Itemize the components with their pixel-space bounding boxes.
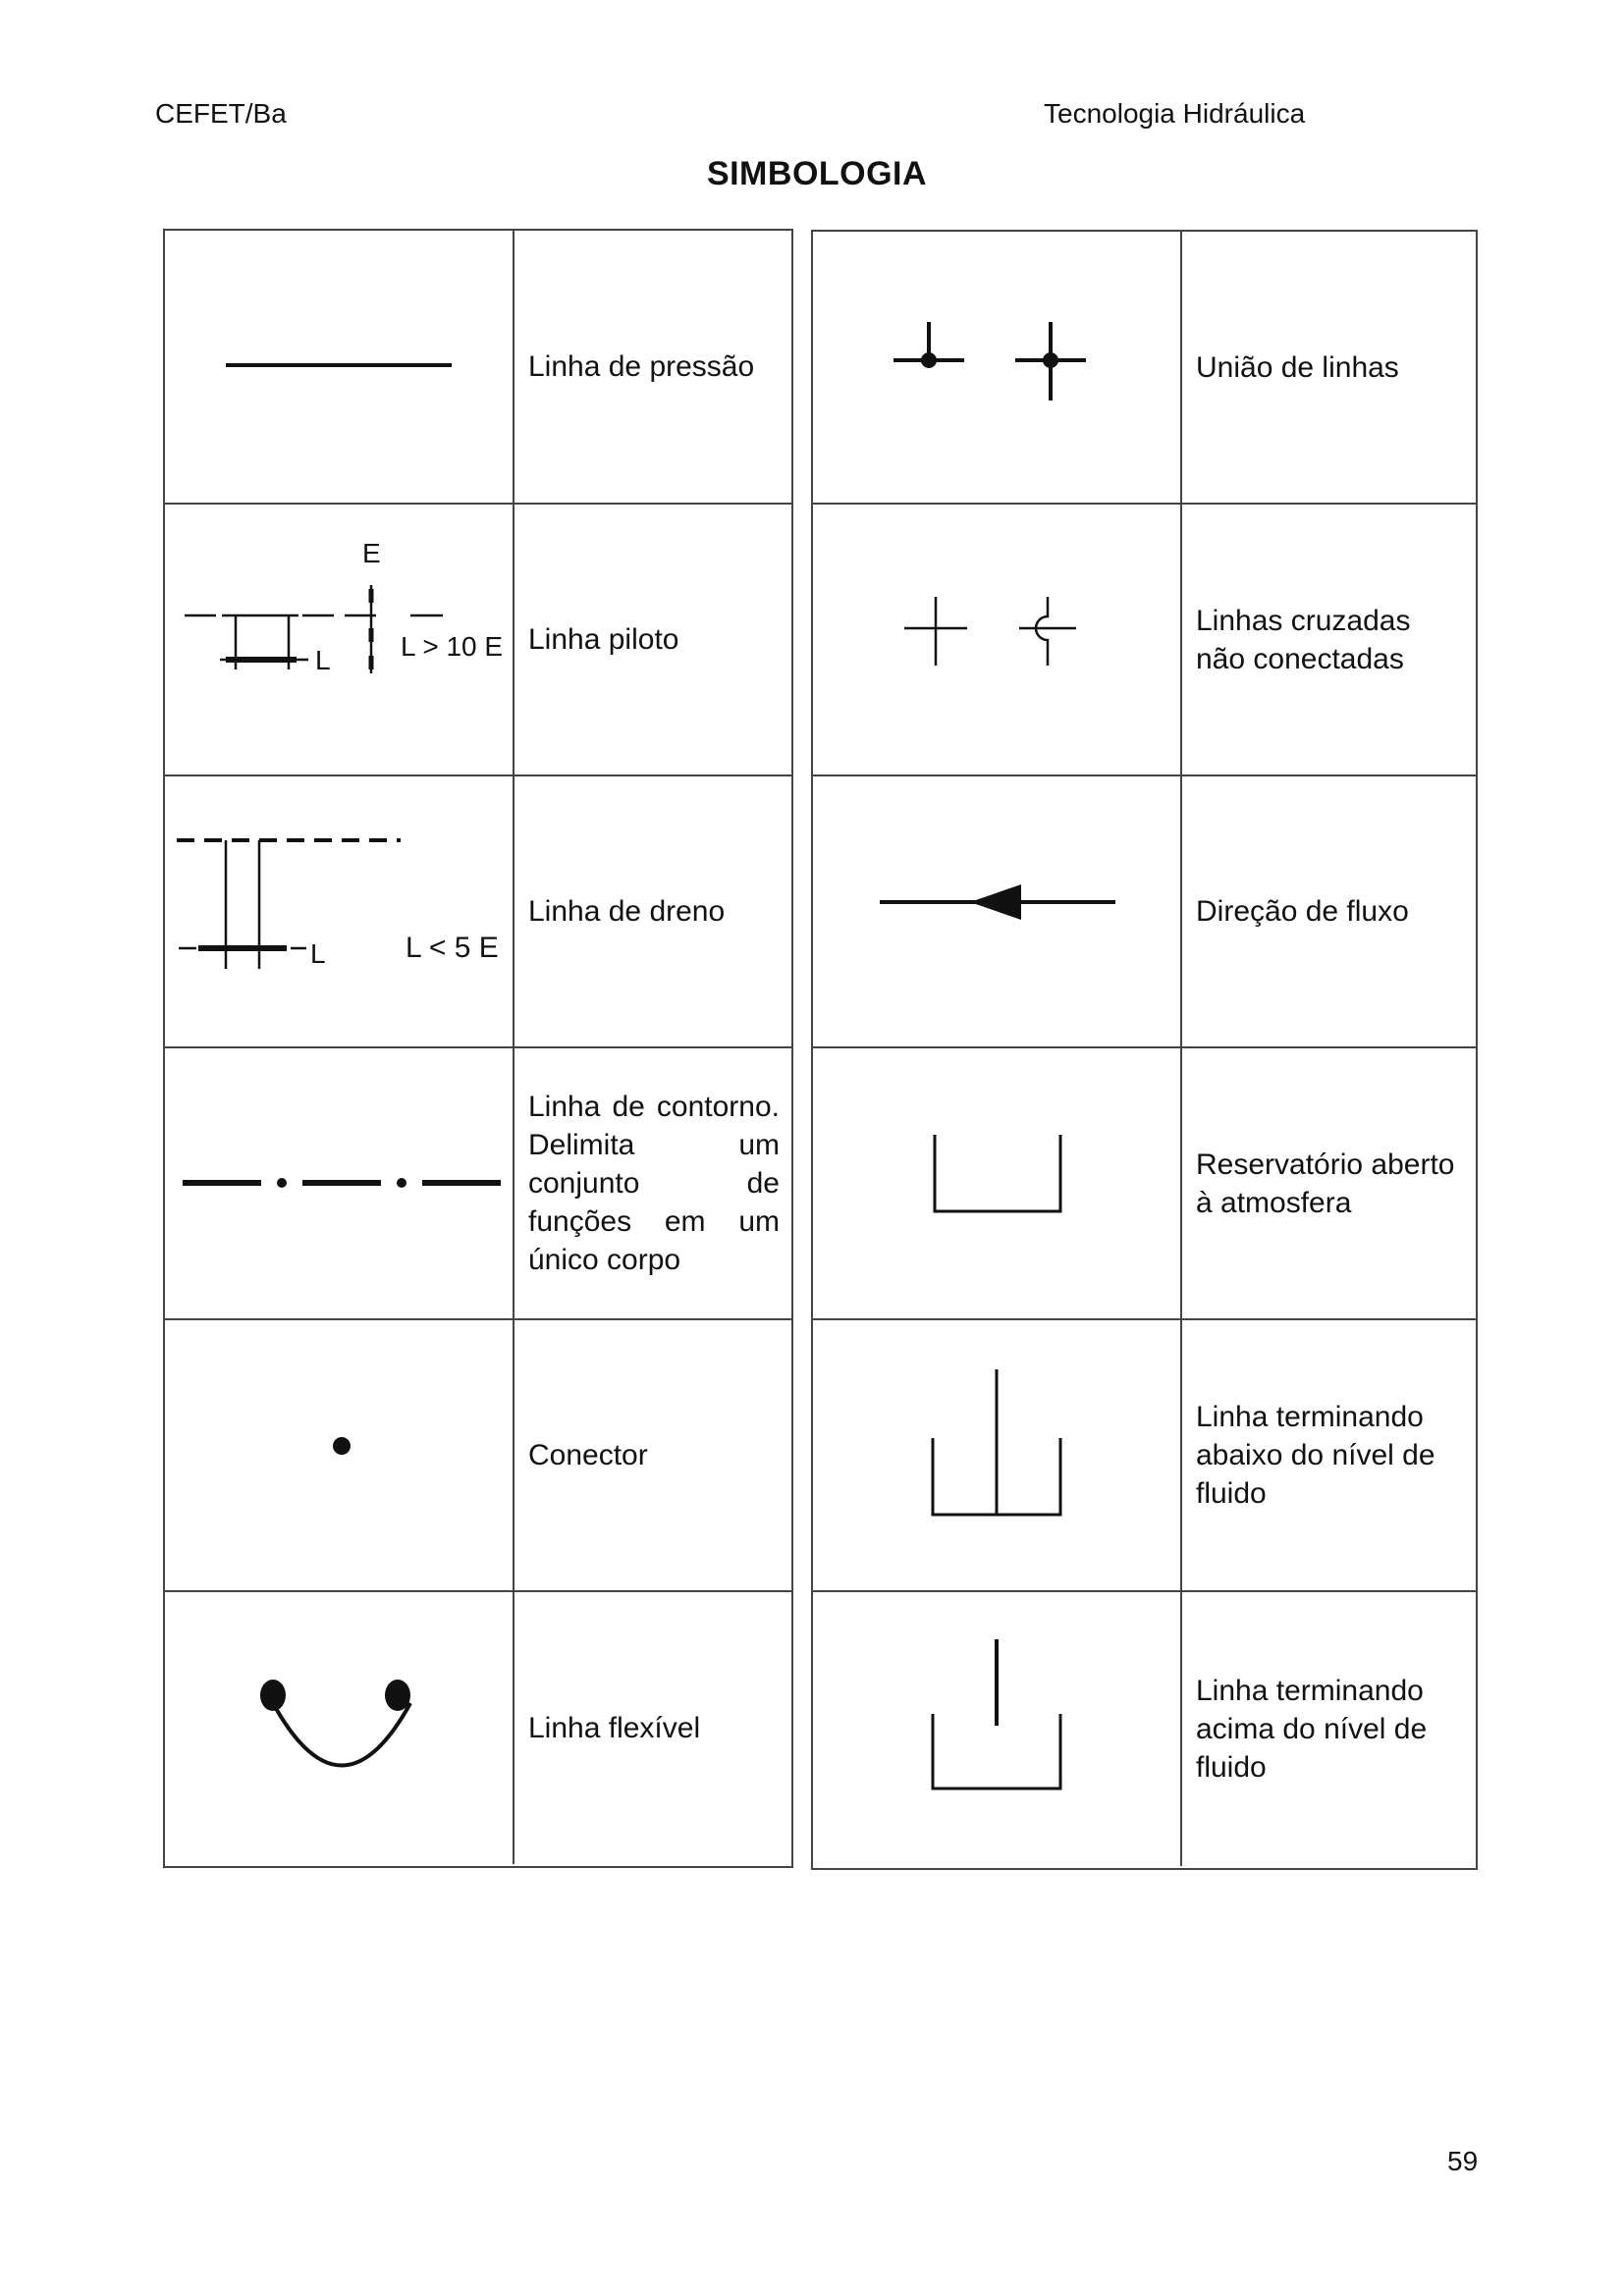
- symbol-label: Linha terminando abaixo do nível de fluido: [1196, 1401, 1435, 1510]
- symbol-label: Linha piloto: [528, 623, 679, 656]
- drain-line-icon: [165, 776, 514, 1046]
- table-row: [813, 1048, 1476, 1320]
- crossed-lines-icon: [813, 505, 1182, 774]
- line-junction-icon: [813, 232, 1182, 503]
- symbol-label: Linha de pressão: [528, 350, 755, 383]
- pilot-tag-e: E: [362, 538, 381, 568]
- symbol-label: Conector: [528, 1439, 648, 1471]
- table-row: [813, 505, 1476, 776]
- table-row: [165, 1320, 791, 1592]
- symbol-label: Linhas cruzadas não conectadas: [1196, 604, 1411, 675]
- pilot-line-icon: [165, 505, 514, 774]
- symbol-label: Linha de dreno: [528, 895, 726, 928]
- connector-dot-icon: [165, 1320, 514, 1590]
- table-row: [165, 231, 791, 505]
- table-row: [165, 776, 791, 1048]
- page-title: SIMBOLOGIA: [706, 155, 928, 192]
- symbol-label: Reservatório aberto à atmosfera: [1196, 1148, 1455, 1219]
- symbol-label: União de linhas: [1196, 350, 1399, 384]
- flexible-line-icon: [165, 1592, 514, 1864]
- header-course: Tecnologia Hidráulica: [1044, 98, 1306, 129]
- enclosure-line-icon: [165, 1048, 514, 1318]
- table-row: [165, 505, 791, 776]
- reservoir-line-above-icon: [813, 1592, 1182, 1866]
- page-number: 59: [1447, 2146, 1479, 2176]
- pilot-tag-l: L: [315, 645, 331, 675]
- symbol-label: Linha flexível: [528, 1712, 701, 1744]
- table-row: [165, 1592, 791, 1864]
- symbol-label: Linha de contorno. Delimita um conjunto de funções em um único corpo: [528, 1091, 780, 1276]
- table-row: [813, 1320, 1476, 1592]
- drain-ratio-note: L < 5 E: [406, 932, 499, 964]
- table-row: [813, 232, 1476, 505]
- drain-tag-l: L: [310, 938, 326, 969]
- header-institution: CEFET/Ba: [155, 98, 287, 129]
- table-row: [813, 776, 1476, 1048]
- symbol-label: Linha terminando acima do nível de fluido: [1196, 1675, 1428, 1784]
- pilot-ratio-note: L > 10 E: [401, 631, 504, 662]
- open-reservoir-icon: [813, 1048, 1182, 1318]
- reservoir-line-below-icon: [813, 1320, 1182, 1590]
- table-row: [813, 1592, 1476, 1866]
- flow-direction-arrow-icon: [813, 776, 1182, 1046]
- symbols-table-right: [811, 230, 1478, 1870]
- symbols-table-left: [163, 229, 793, 1868]
- pressure-line-icon: [165, 231, 514, 503]
- table-row: [165, 1048, 791, 1320]
- symbol-label: Direção de fluxo: [1196, 895, 1409, 928]
